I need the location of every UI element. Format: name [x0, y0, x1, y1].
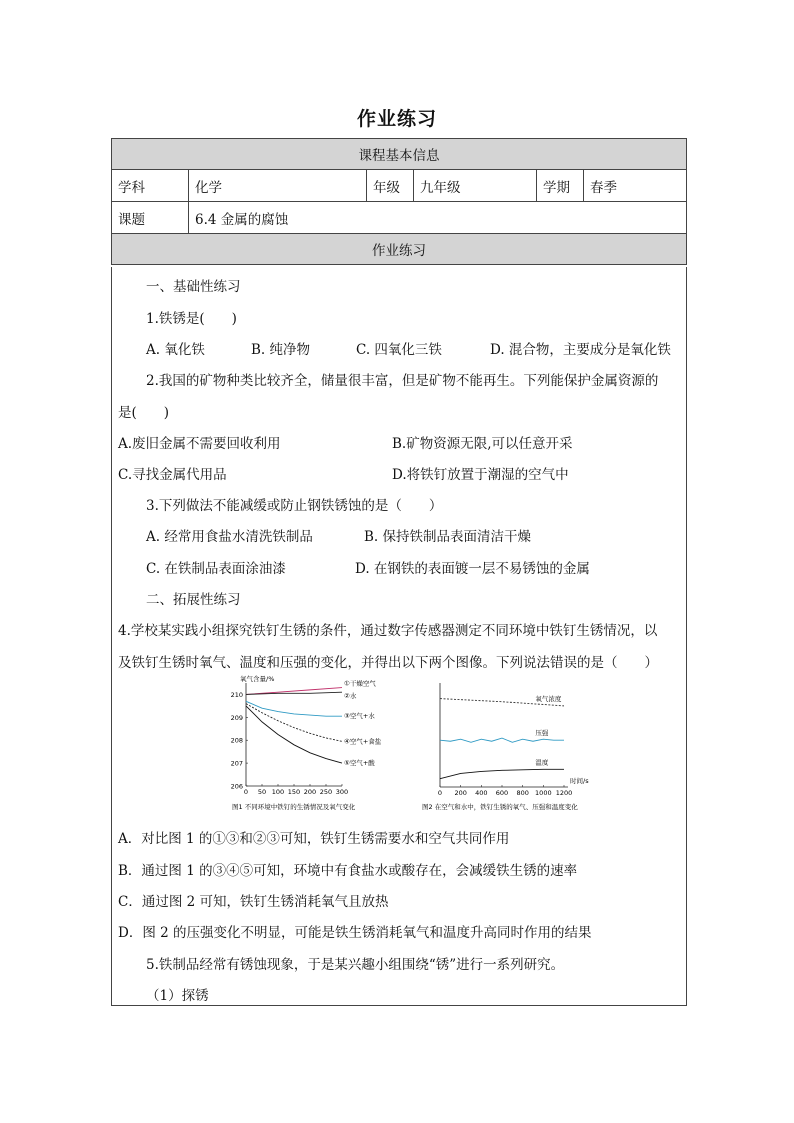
fig1-x-tick-label: 150: [287, 788, 301, 796]
part1-heading: 一、基础性练习: [146, 279, 241, 295]
figure-1-chart: [224, 675, 404, 815]
fig2-x-tick-label: 400: [475, 789, 488, 797]
figure-2-chart: [422, 681, 622, 815]
q4-option-a: A．对比图 1 的①③和②③可知，铁钉生锈需要水和空气共同作用: [118, 831, 510, 847]
q3-option-c: C. 在铁制品表面涂油漆: [146, 561, 286, 577]
q3-option-b: B. 保持铁制品表面清洁干燥: [364, 529, 532, 545]
fig1-y-tick-label: 207: [230, 759, 243, 768]
fig1-series-label: ②水: [344, 692, 357, 701]
fig1-y-tick-label: 210: [230, 690, 243, 699]
q1-option-c: C. 四氧化三铁: [356, 342, 442, 358]
q1-option-a: A. 氧化铁: [146, 342, 205, 358]
fig2-x-tick-label: 1000: [535, 789, 552, 797]
fig1-x-tick-label: 50: [257, 788, 267, 796]
fig2-series-label: 氧气浓度: [535, 694, 562, 703]
q2-option-c: C.寻找金属代用品: [118, 467, 227, 483]
topic-value: 6.4 金属的腐蚀: [189, 202, 687, 234]
fig1-y-tick-label: 208: [230, 736, 243, 745]
question-4-line2: 及铁钉生锈时氧气、温度和压强的变化，并得出以下两个图像。下列说法错误的是（ ）: [118, 655, 658, 671]
fig2-series-label: 压强: [535, 729, 549, 738]
fig2-x-tick-label: 0: [437, 789, 443, 797]
fig1-series-label: ⑤空气+酸: [344, 759, 375, 768]
fig1-series-label: ①干燥空气: [344, 679, 376, 688]
term-label: 学期: [537, 170, 584, 202]
fig2-caption: 图2 在空气和水中，铁钉生锈的氧气、压强和温度变化: [422, 803, 578, 811]
fig2-x-axis-label: 时间/s: [570, 777, 589, 785]
q1-option-d: D. 混合物，主要成分是氧化铁: [490, 342, 671, 358]
question-2-line2: 是( ): [118, 405, 170, 421]
exercise-content: [111, 267, 687, 1006]
fig1-y-axis-label: 氧气含量/%: [240, 675, 275, 683]
q4-option-d: D．图 2 的压强变化不明显，可能是铁生锈消耗氧气和温度升高同时作用的结果: [118, 925, 592, 941]
q3-option-a: A. 经常用食盐水清洗铁制品: [146, 529, 313, 545]
part2-heading: 二、拓展性练习: [146, 592, 241, 608]
course-info-table: [111, 138, 687, 265]
fig1-x-tick-label: 300: [335, 788, 349, 796]
grade-label: 年级: [367, 170, 414, 202]
fig1-series-line: [246, 701, 342, 716]
exercise-section-header: 作业练习: [112, 234, 687, 265]
fig2-series-label: 温度: [535, 758, 549, 767]
fig1-x-tick-label: 200: [303, 788, 317, 796]
fig2-x-tick-label: 800: [516, 789, 529, 797]
fig2-x-tick-label: 200: [454, 789, 467, 797]
q4-option-b: B．通过图 1 的③④⑤可知，环境中有食盐水或酸存在，会减缓铁生锈的速率: [118, 863, 578, 879]
fig2-x-tick-label: 600: [495, 789, 509, 797]
question-5-sub-1: （1）探锈: [146, 988, 209, 1004]
grade-value: 九年级: [414, 170, 537, 202]
fig1-series-line: [246, 706, 342, 763]
q2-option-b: B.矿物资源无限,可以任意开采: [392, 436, 573, 452]
topic-label: 课题: [112, 202, 189, 234]
fig1-y-tick-label: 209: [230, 713, 243, 722]
fig1-caption: 图1 不同环境中铁钉的生锈情况及氧气变化: [232, 803, 356, 811]
fig2-x-tick-label: 1200: [555, 789, 573, 797]
question-1: 1.铁锈是( ): [146, 311, 237, 327]
fig1-x-tick-label: 100: [271, 788, 285, 796]
fig1-series-label: ③空气+水: [344, 712, 375, 721]
subject-label: 学科: [112, 170, 189, 202]
course-info-header: 课程基本信息: [112, 139, 687, 170]
q1-option-b: B. 纯净物: [251, 342, 311, 358]
q3-option-d: D. 在钢铁的表面镀一层不易锈蚀的金属: [355, 561, 590, 577]
fig1-x-tick-label: 250: [319, 788, 333, 796]
fig1-series-label: ④空气+食盐: [344, 737, 382, 746]
question-3: 3.下列做法不能减缓或防止钢铁锈蚀的是（ ）: [146, 498, 443, 514]
term-value: 春季: [584, 170, 687, 202]
q2-option-d: D.将铁钉放置于潮湿的空气中: [392, 467, 569, 483]
page-title: 作业练习: [356, 108, 437, 130]
subject-value: 化学: [189, 170, 367, 202]
fig1-x-tick-label: 0: [243, 788, 249, 796]
question-5: 5.铁制品经常有锈蚀现象，于是某兴趣小组围绕“锈”进行一系列研究。: [146, 957, 565, 973]
fig2-series-line: [440, 738, 564, 742]
question-2-line1: 2.我国的矿物种类比较齐全，储量很丰富，但是矿物不能再生。下列能保护金属资源的: [146, 373, 659, 389]
q4-option-c: C．通过图 2 可知，铁钉生锈消耗氧气且放热: [118, 894, 389, 910]
fig1-series-line: [246, 704, 342, 742]
fig1-y-tick-label: 206: [230, 782, 243, 791]
question-4-line1: 4.学校某实践小组探究铁钉生锈的条件，通过数字传感器测定不同环境中铁钉生锈情况，以: [118, 623, 658, 639]
q2-option-a: A.废旧金属不需要回收利用: [118, 436, 281, 452]
fig2-series-line: [440, 769, 564, 778]
